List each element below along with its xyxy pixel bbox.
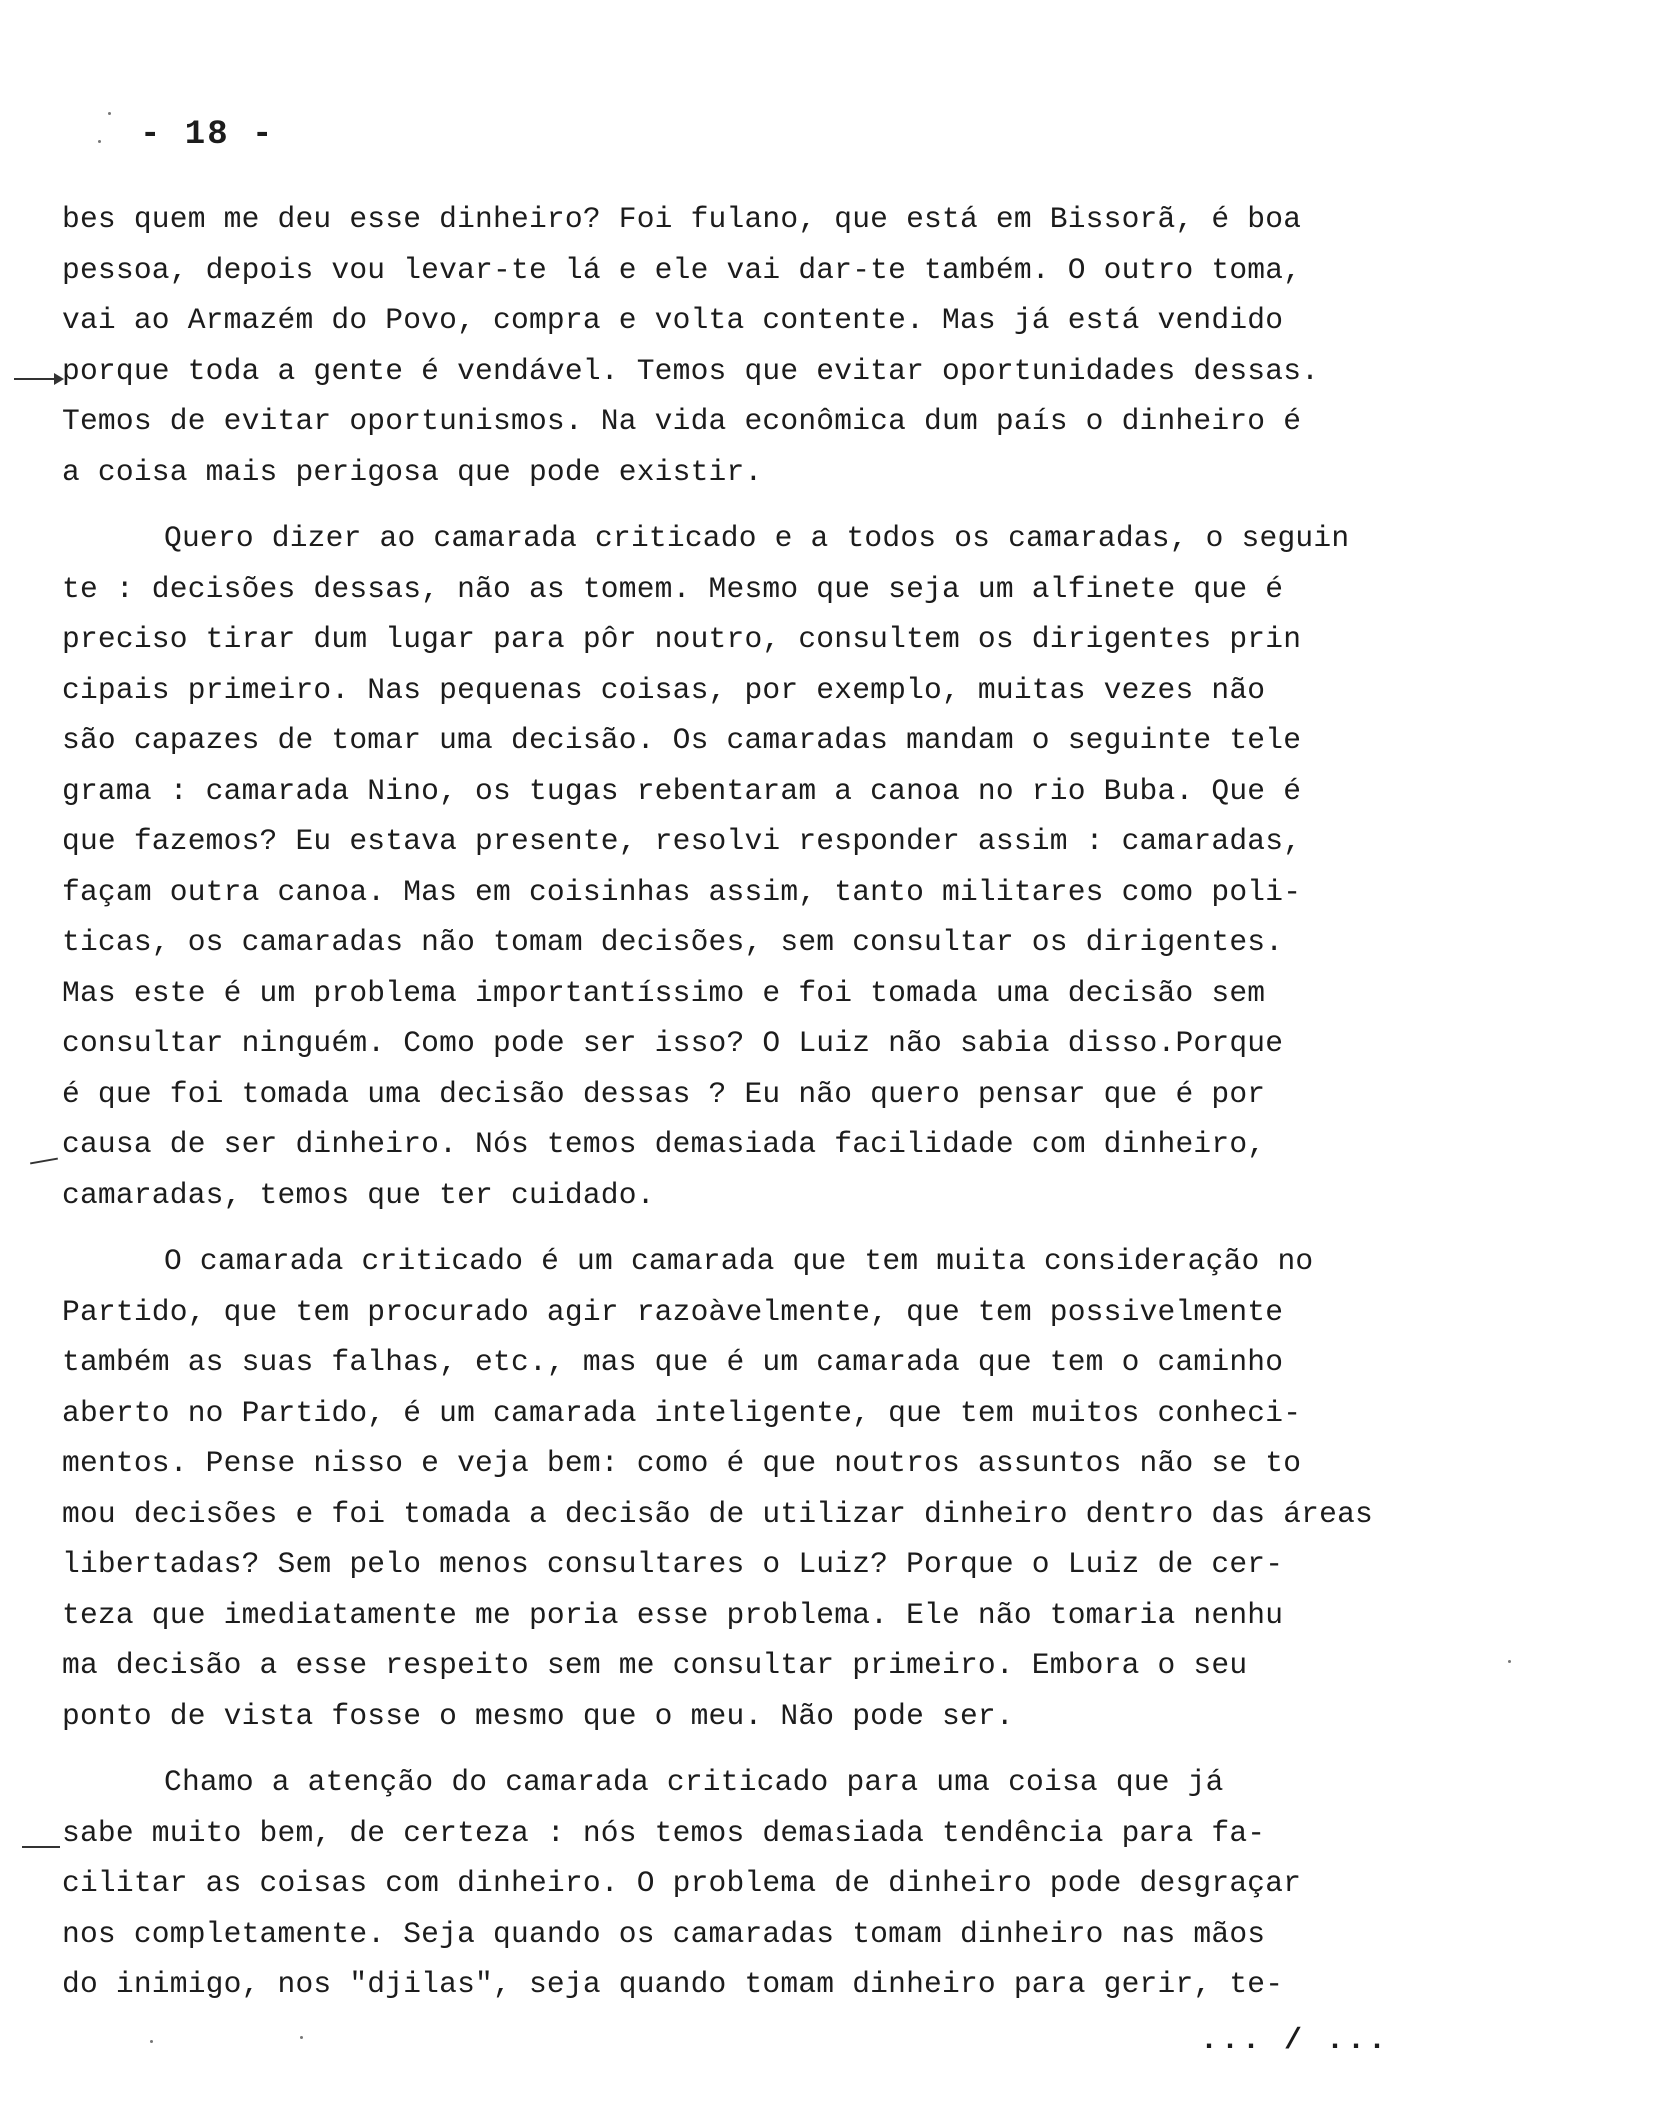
text-line: pessoa, depois vou levar-te lá e ele vai dar-te também. O outro toma, (62, 252, 1302, 287)
text-line: te : decisões dessas, não as tomem. Mesmo que seja um alfinete que é (62, 571, 1284, 606)
text-line: preciso tirar dum lugar para pôr noutro, consultem os dirigentes prin (62, 622, 1302, 656)
text-line: bes quem me deu esse dinheiro? Foi fulano, que está em Bissorã, é boa (62, 202, 1302, 236)
text-line: também as suas falhas, etc., mas que é um camarada que tem o caminho (62, 1345, 1284, 1379)
text-line: mentos. Pense nisso e veja bem: como é que noutros assuntos não se to (62, 1446, 1302, 1480)
paragraph-4 (62, 1757, 1492, 2010)
scan-speck (1508, 1660, 1511, 1663)
margin-pen-mark (30, 1158, 58, 1165)
text-line: Partido, que tem procurado agir razoàvelmente, que tem possivelmente (62, 1294, 1284, 1329)
text-line: libertadas? Sem pelo menos consultares o Luiz? Porque o Luiz de cer- (62, 1547, 1284, 1581)
text-line: ticas, os camaradas não tomam decisões, sem consultar os dirigentes. (62, 925, 1284, 959)
paragraph-1 (62, 194, 1492, 497)
text-line: Mas este é um problema importantíssimo e foi tomada uma decisão sem (62, 975, 1266, 1010)
text-line: são capazes de tomar uma decisão. Os camaradas mandam o seguinte tele (62, 723, 1302, 757)
margin-pen-mark (22, 1846, 60, 1848)
text-line: ponto de vista fosse o mesmo que o meu. Não pode ser. (62, 1698, 1014, 1733)
text-line: Temos de evitar oportunismos. Na vida econômica dum país o dinheiro é (62, 404, 1302, 438)
margin-arrow-mark (14, 378, 60, 380)
text-line: porque toda a gente é vendável. Temos que evitar oportunidades dessas. (62, 353, 1320, 388)
text-line: sabe muito bem, de certeza : nós temos demasiada tendência para fa- (62, 1815, 1266, 1850)
text-line: cipais primeiro. Nas pequenas coisas, por exemplo, muitas vezes não (62, 672, 1266, 707)
text-line: Quero dizer ao camarada criticado e a todos os camaradas, o seguin (164, 521, 1350, 555)
text-line: consultar ninguém. Como pode ser isso? O Luiz não sabia disso.Porque (62, 1026, 1284, 1060)
scan-speck (300, 2036, 303, 2039)
text-line: mou decisões e foi tomada a decisão de utilizar dinheiro dentro das áreas (62, 1496, 1374, 1531)
text-line: a coisa mais perigosa que pode existir. (62, 454, 763, 489)
scan-speck (108, 112, 111, 115)
text-line: que fazemos? Eu estava presente, resolvi responder assim : camaradas, (62, 824, 1302, 858)
text-line: vai ao Armazém do Povo, compra e volta contente. Mas já está vendido (62, 303, 1284, 337)
text-line: camaradas, temos que ter cuidado. (62, 1177, 655, 1212)
scan-speck (98, 140, 101, 143)
text-line: nos completamente. Seja quando os camaradas tomam dinheiro nas mãos (62, 1916, 1266, 1951)
body-text (62, 194, 1492, 2026)
text-line: cilitar as coisas com dinheiro. O problema de dinheiro pode desgraçar (62, 1866, 1302, 1900)
continuation-mark: ... / ... (1200, 2024, 1390, 2058)
text-line: façam outra canoa. Mas em coisinhas assim, tanto militares como poli- (62, 874, 1302, 909)
text-line: Chamo a atenção do camarada criticado para uma coisa que já (164, 1765, 1224, 1799)
text-line: O camarada criticado é um camarada que tem muita consideração no (164, 1244, 1314, 1278)
text-line: é que foi tomada uma decisão dessas ? Eu não quero pensar que é por (62, 1076, 1266, 1111)
text-line: ma decisão a esse respeito sem me consultar primeiro. Embora o seu (62, 1648, 1248, 1682)
scan-speck (150, 2040, 153, 2043)
text-line: teza que imediatamente me poria esse problema. Ele não tomaria nenhu (62, 1597, 1284, 1632)
text-line: do inimigo, nos "djilas", seja quando tomam dinheiro para gerir, te- (62, 1967, 1284, 2001)
text-line: causa de ser dinheiro. Nós temos demasiada facilidade com dinheiro, (62, 1127, 1266, 1161)
paragraph-3 (62, 1236, 1492, 1741)
paragraph-2 (62, 513, 1492, 1220)
page-number: - 18 - (140, 116, 275, 154)
text-line: aberto no Partido, é um camarada inteligente, que tem muitos conheci- (62, 1395, 1302, 1430)
text-line: grama : camarada Nino, os tugas rebentaram a canoa no rio Buba. Que é (62, 773, 1302, 808)
